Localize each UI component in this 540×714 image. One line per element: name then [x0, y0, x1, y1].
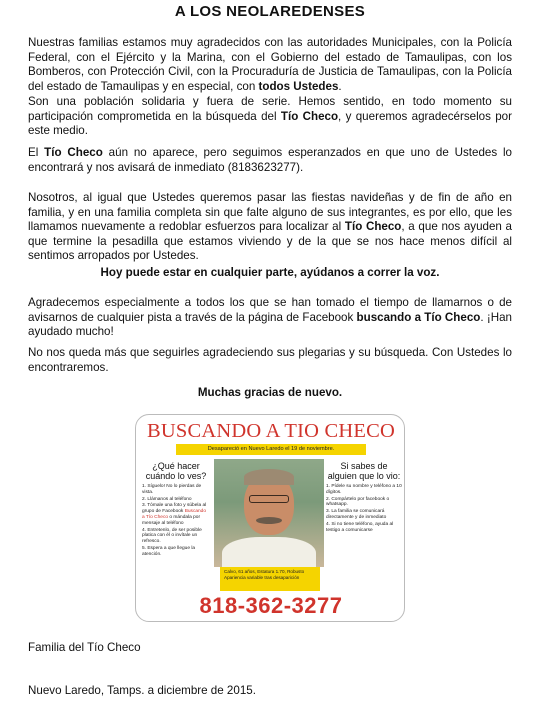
- paragraph-solidarity: [28, 95, 512, 139]
- photo-mustache: [256, 517, 282, 524]
- paragraph-gratitude: Muchas gracias de nuevo.: [197, 386, 343, 399]
- paragraph-solidarity-text: Son una población solidaria y fuera de serie. Hemos sentido, en todo momento su participación comprometida en la búsqueda del: [28, 95, 512, 123]
- flyer-right-item: 4. Si no tiene teléfono, ayuda al testigo a comunicarse: [326, 521, 394, 533]
- flyer-left-item: 1. Síguelo! No lo pierdas de vista.: [142, 484, 202, 495]
- flyer-what-to-do-column: [142, 461, 210, 559]
- flyer-photo-caption: Calvo, 61 años, Estatura 1.70, Robusto Apariencia variable tras desaparición: [220, 567, 320, 591]
- photo-hair: [244, 469, 294, 485]
- letter-dateline: Nuevo Laredo, Tamps. a diciembre de 2015.: [28, 684, 256, 697]
- paragraph-thanks-tail: .: [338, 79, 342, 93]
- paragraph-hope-lead: El: [28, 146, 45, 159]
- missing-person-flyer: [135, 414, 405, 622]
- paragraph-facebook-text: Agradecemos especialmente a todos los que se han tomado el tiempo de llamarnos o de avisarnos de cualquier pista a través de la página de Facebook: [28, 296, 512, 324]
- flyer-disappearance-band: Desapareció en Nuevo Laredo el 19 de noviembre.: [176, 444, 366, 455]
- flyer-left-item: 4. Entretenlo, de ser posible platica con él o invítale un refresco.: [142, 527, 202, 545]
- flyer-phone-number: 818-362-3277: [199, 593, 343, 618]
- flyer-facebook-group: Buscando a Tío Checo: [142, 509, 207, 520]
- paragraph-facebook: [28, 296, 512, 340]
- paragraph-facebook-bold: buscando a Tío Checo: [356, 310, 481, 324]
- paragraph-thanks: [28, 36, 512, 94]
- paragraph-hope-bold: Tío Checo: [44, 146, 103, 159]
- missing-person-photo: [214, 459, 324, 567]
- paragraph-solidarity-bold: Tío Checo: [280, 109, 339, 123]
- paragraph-holidays-text: Nosotros, al igual que Ustedes queremos pasar las fiestas navideñas y de fin de año en familia, y en una familia completa sin que falte alguno de sus integrantes, es por ello, que les llamamos nuevamente a redoblar esfuerzos para localizar al: [28, 191, 512, 234]
- paragraph-holidays: [28, 191, 512, 264]
- paragraph-holidays-tail: , a que nos ayuden a que termine la pesadilla que estamos viviendo y de la que se nos hace menos difícil al sentimos arropados por Ustedes.: [28, 220, 512, 263]
- flyer-right-heading: Si sabes de alguien que lo vio:: [327, 461, 401, 481]
- flyer-left-item: 2. Llámanos al teléfono: [142, 496, 192, 502]
- flyer-if-seen-column: [326, 461, 402, 534]
- flyer-right-item: 2. Compártelo por facebook o whatsapp.: [326, 496, 390, 508]
- flyer-title: BUSCANDO A TIO CHECO: [147, 420, 395, 442]
- flyer-left-item: 5. Espera a que llegue la atención.: [142, 545, 196, 557]
- flyer-left-heading: ¿Qué hacer cuándo lo ves?: [145, 461, 207, 481]
- letter-signature: Familia del Tío Checo: [28, 641, 141, 654]
- paragraph-thanks-bold: todos Ustedes: [258, 79, 339, 93]
- paragraph-closing: No nos queda más que seguirles agradeciendo sus plegarias y su búsqueda. Con Ustedes lo encontraremos.: [28, 346, 512, 374]
- paragraph-holidays-bold: Tío Checo: [344, 220, 402, 234]
- flyer-left-item: [142, 503, 210, 526]
- paragraph-thanks-text: Nuestras familias estamos muy agradecidos con las autoridades Municipales, con la Policía Federal, con el Ejército y la Marina, con el Gobierno del estado de Tamaulipas, con los Bomberos, con Protección Civil, con la Procuraduría de Justicia de Tamaulipas, con la Policía del estado de Tamaulipas y en especial, con: [28, 36, 512, 93]
- flyer-left-item-tail: o mándala por mensaje al teléfono: [142, 514, 201, 526]
- flyer-right-item: 3. La familia se comunicará directamente y de inmediato: [326, 509, 387, 520]
- flyer-left-item-text: 3. Tómale una foto y súbela al grupo de Facebook: [142, 503, 207, 515]
- photo-shirt: [222, 537, 316, 567]
- photo-glasses: [249, 495, 289, 503]
- letter-title: A LOS NEOLAREDENSES: [174, 3, 366, 20]
- flyer-right-item: 1. Pídele su nombre y teléfono a 10 dígitos.: [326, 484, 402, 495]
- paragraph-hope: [28, 146, 512, 175]
- paragraph-solidarity-tail: , y queremos agradecérselos por este medio.: [28, 109, 512, 138]
- paragraph-hope-text: aún no aparece, pero seguimos esperanzados en que uno de Ustedes lo encontrará y nos avisará de inmediato (8183623277).: [28, 146, 513, 174]
- paragraph-facebook-tail: . ¡Han ayudado mucho!: [28, 310, 512, 339]
- paragraph-share: Hoy puede estar en cualquier parte, ayúdanos a correr la voz.: [100, 266, 440, 279]
